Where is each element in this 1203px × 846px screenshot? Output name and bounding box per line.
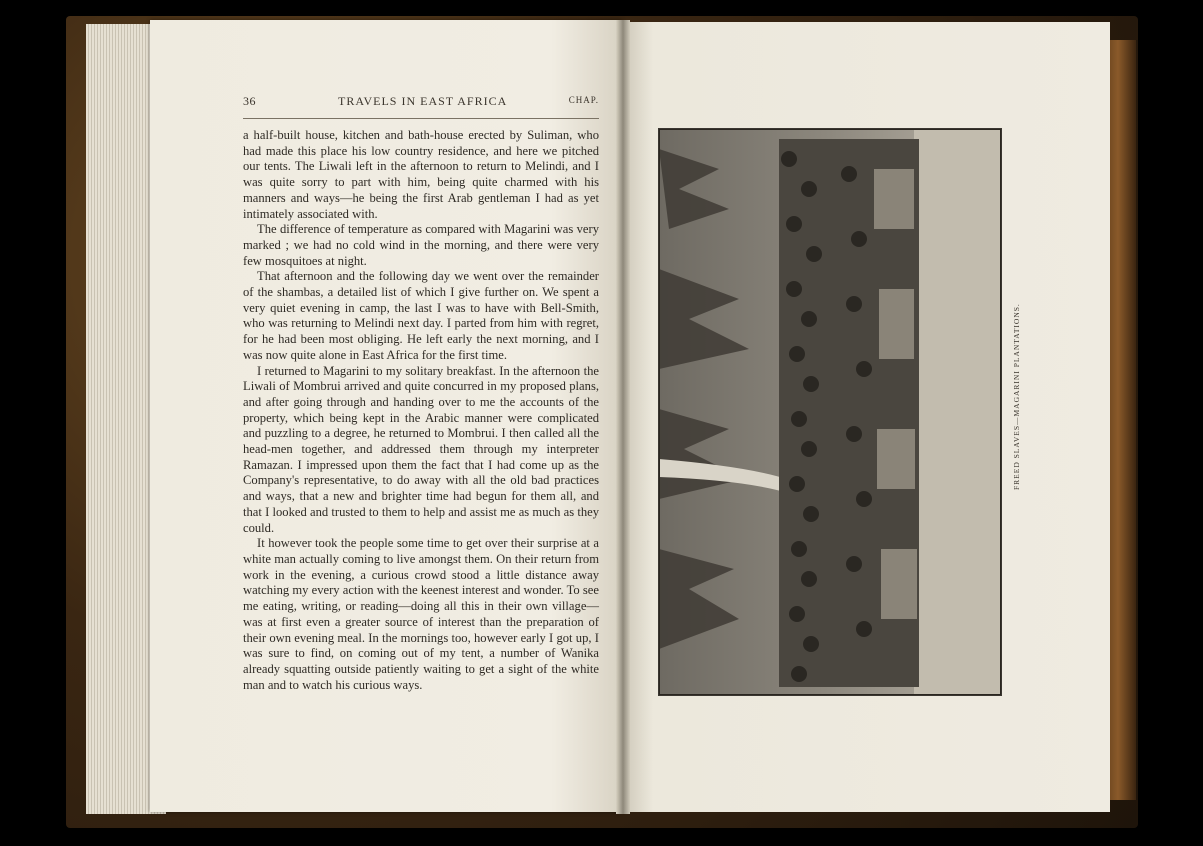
paragraph-4: I returned to Magarini to my solitary breakfast. In the afternoon the Liwali of Mombrui arrived and quite concurred in my proposed plans, and after going through and handing over to me the accounts of the property, which being kept in the Arabic manner were complicated and puzzling to a degree, he returned to Mombrui. I then called all the head-men together, and addressed them through my interpreter Ramazan. I impressed upon them the fact that I had come up as the Company's representative, to do away with all the old bad practices and ways, that a new and brighter time had begun for them all, and that I looked and trusted to them to help and assist me as much as they could.	[243, 363, 599, 535]
running-title: TRAVELS IN EAST AFRICA	[338, 94, 508, 108]
paragraph-3: That afternoon and the following day we went over the remainder of the shambas, a detailed list of which I give further on. We spent a very quiet evening in camp, the last I was to have with Bell-Smith, who was returning to Melindi next day. I parted from him with regret, for he had been most obliging. He left early the next morning, and I was now quite alone in East Africa for the first time.	[243, 269, 599, 362]
paragraph-5: It however took the people some time to get over their surprise at a white man actually coming to live amongst them. On their return from work in the evening, a curious crowd stood a little distance away watching my every action with the keenest interest and wonder. To see me eating, writing, or reading—doing all this in their own village—was at first even a greater source of interest than the preparation of their own evening meal. In the mornings too, however early I got up, I was sure to find, on coming out of my tent, a number of Wanika already squatting outside patiently waiting to get a sight of the white man and to watch his curious ways.	[243, 536, 599, 692]
plate-caption: FREED SLAVES—MAGARINI PLANTATIONS.	[1012, 303, 1021, 490]
group-photo-image	[659, 129, 1001, 695]
page-header	[243, 94, 599, 110]
paragraph-1: a half-built house, kitchen and bath-house erected by Suliman, who had made this place his low country residence, and here we pitched our tents. The Liwali left in the afternoon to return to Melindi, and I was quite sorry to part with him, being quite charmed with his manners and ways—he being the first Arab gentleman I had as yet intimately associated with.	[243, 128, 599, 221]
body-text	[243, 128, 599, 693]
photo-plate	[658, 128, 1002, 696]
page-number: 36	[243, 94, 256, 108]
chapter-mark: CHAP.	[568, 95, 599, 105]
paragraph-2: The difference of temperature as compared with Magarini was very marked ; we had no cold wind in the morning, and there were very few mosquitoes at night.	[243, 222, 599, 268]
header-rule	[243, 118, 599, 119]
book-gutter	[616, 20, 630, 814]
